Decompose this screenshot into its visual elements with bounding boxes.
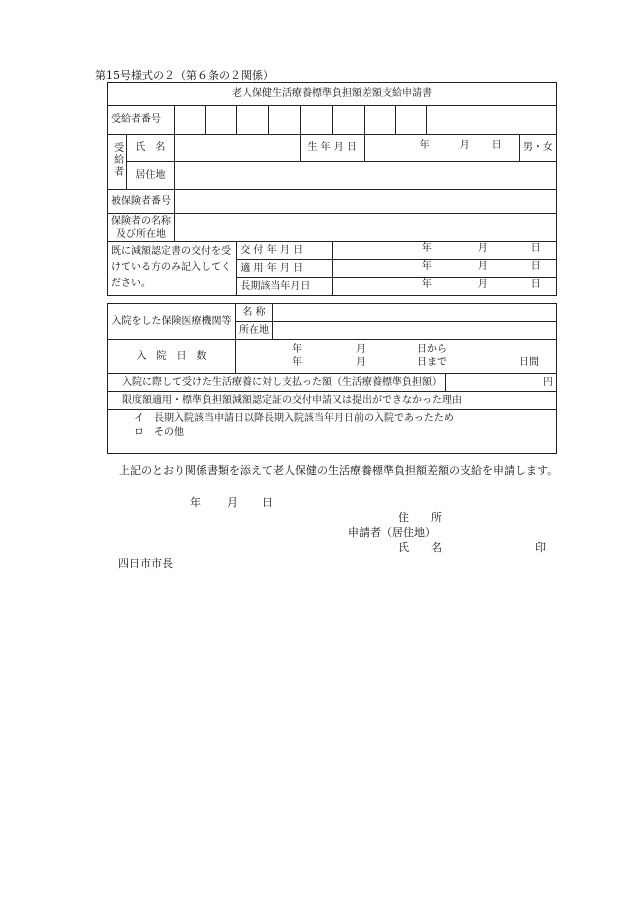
- apply-date-field[interactable]: [332, 260, 556, 278]
- recipient-number-box[interactable]: [175, 106, 206, 135]
- long-term-year-unit: 年: [421, 278, 432, 290]
- name-label: 氏 名: [126, 135, 174, 162]
- applicant-address-label: 住 所: [398, 511, 442, 524]
- apply-date-label: 適 用 年 月 日: [237, 260, 332, 278]
- residence-label: 居住地: [126, 162, 174, 190]
- from-month-unit: 月: [355, 343, 366, 355]
- residence-field[interactable]: [175, 162, 557, 190]
- date-year: 年: [190, 496, 201, 509]
- insured-number-label: 被保険者番号: [108, 190, 175, 214]
- issue-year-unit: 年: [421, 242, 432, 254]
- issue-month-unit: 月: [477, 242, 488, 254]
- name-field[interactable]: [175, 135, 301, 162]
- inst-address-label: 所在地: [235, 322, 272, 340]
- days-field[interactable]: [235, 340, 556, 374]
- reduced-cert-note: 既に減額認定書の交付を受けている方のみ記入してください。: [108, 242, 237, 296]
- form-title: 老人保健生活療養標準負担額差額支給申請書: [108, 83, 557, 106]
- hospitalization-table: [107, 303, 557, 374]
- date-day: 日: [262, 496, 273, 509]
- recipient-number-extra[interactable]: [426, 106, 556, 135]
- date-month: 月: [227, 496, 238, 509]
- long-term-day-unit: 日: [530, 278, 541, 290]
- days-label: 入 院 日 数: [108, 340, 236, 374]
- long-term-date-label: 長期該当年月日: [237, 278, 332, 296]
- long-term-date-field[interactable]: [332, 278, 556, 296]
- apply-day-unit: 日: [530, 260, 541, 272]
- recipient-group-label: 受給者: [111, 142, 123, 179]
- recipient-number-label: 受給者番号: [108, 106, 175, 135]
- inst-name-field[interactable]: [272, 304, 556, 322]
- payment-table: [107, 373, 557, 454]
- sex-selector[interactable]: 男・女: [519, 135, 556, 162]
- seal-mark: 印: [535, 541, 546, 554]
- recipient-number-box[interactable]: [395, 106, 426, 135]
- application-statement: 上記のとおり関係書類を添えて老人保健の生活療養標準負担額差額の支給を申請します。: [119, 464, 559, 477]
- days-unit: 日間: [518, 356, 539, 368]
- applicant-label: 申請者（居住地）: [348, 526, 436, 539]
- from-year-unit: 年: [291, 343, 302, 355]
- paid-amount-label: 入院に際して受けた生活療養に対し支払った額（生活療養標準負担額）: [108, 374, 446, 392]
- recipient-number-box[interactable]: [332, 106, 364, 135]
- applicant-name-label: 氏 名: [398, 541, 442, 554]
- apply-year-unit: 年: [421, 260, 432, 272]
- institution-label: 入院をした保険医療機関等: [108, 304, 236, 340]
- inst-address-field[interactable]: [272, 322, 556, 340]
- birth-year-unit: 年: [419, 140, 430, 152]
- from-label: 日から: [416, 343, 447, 355]
- insurer-label-line2: 及び所在地: [116, 228, 166, 240]
- apply-month-unit: 月: [477, 260, 488, 272]
- reason-option-ro[interactable]: ロ その他: [134, 427, 184, 438]
- issue-date-label: 交 付 年 月 日: [237, 242, 332, 260]
- paid-amount-field[interactable]: [446, 374, 557, 392]
- recipient-number-box[interactable]: [364, 106, 395, 135]
- yen-unit: 円: [543, 376, 553, 388]
- insured-number-field[interactable]: [175, 190, 557, 214]
- issue-date-field[interactable]: [332, 242, 556, 260]
- birth-day-unit: 日: [491, 140, 502, 152]
- to-month-unit: 月: [355, 356, 366, 368]
- recipient-number-box[interactable]: [206, 106, 237, 135]
- reason-label: 限度額適用・標準負担額減額認定証の交付申請又は提出ができなかった理由: [108, 392, 557, 410]
- birth-month-unit: 月: [459, 140, 470, 152]
- insurer-field[interactable]: [175, 214, 557, 242]
- to-year-unit: 年: [291, 356, 302, 368]
- issue-day-unit: 日: [530, 242, 541, 254]
- long-term-month-unit: 月: [477, 278, 488, 290]
- applicant-info-table: [107, 82, 557, 296]
- recipient-number-box[interactable]: [237, 106, 269, 135]
- addressee: 四日市市長: [118, 557, 173, 570]
- recipient-number-box[interactable]: [300, 106, 332, 135]
- insurer-label-line1: 保険者の名称: [111, 215, 171, 227]
- reason-option-i[interactable]: イ 長期入院該当申請日以降長期入院該当年月日前の入院であったため: [134, 413, 454, 424]
- birthdate-field[interactable]: [364, 135, 519, 162]
- form-id: 第15号様式の２（第６条の２関係）: [95, 69, 274, 82]
- recipient-number-box[interactable]: [269, 106, 301, 135]
- to-label: 日まで: [416, 356, 447, 368]
- birthdate-label: 生 年 月 日: [300, 135, 364, 162]
- inst-name-label: 名 称: [235, 304, 272, 322]
